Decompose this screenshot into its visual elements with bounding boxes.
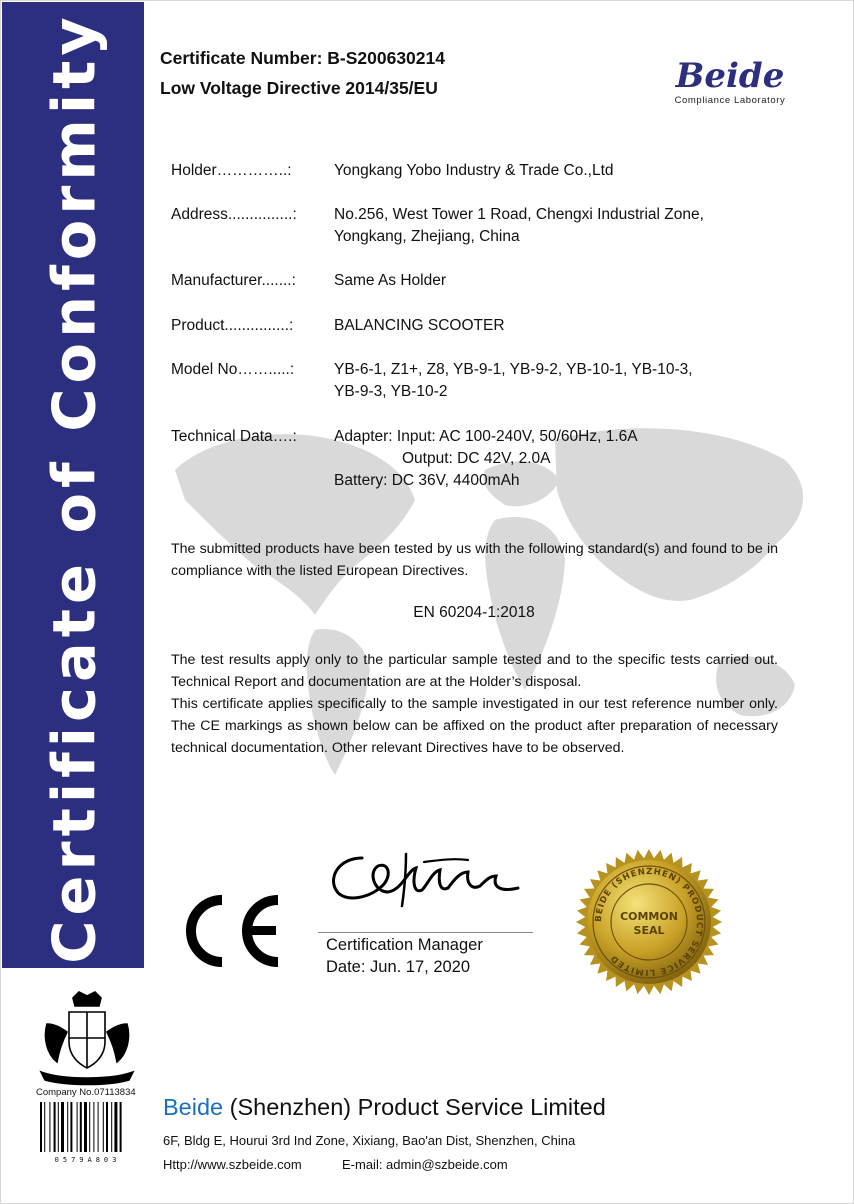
address-label: Address...............: xyxy=(171,206,297,223)
company-address: 6F, Bldg E, Hourui 3rd Ind Zone, Xixiang, Bao'an Dist, Shenzhen, China xyxy=(163,1133,576,1148)
certificate-number: Certificate Number: B-S200630214 xyxy=(160,48,445,68)
directive-title: Low Voltage Directive 2014/35/EU xyxy=(160,78,438,98)
barcode-bar xyxy=(70,1102,72,1152)
company-number: Company No.07113834 xyxy=(36,1087,136,1098)
signer-title: Certification Manager xyxy=(326,936,483,954)
barcode-bar xyxy=(106,1102,108,1152)
seal-inner-line: COMMON xyxy=(620,910,678,923)
product-value: BALANCING SCOOTER xyxy=(334,317,505,334)
technical-data-value xyxy=(334,426,754,492)
seal-outer-text: BEIDE (SHENZHEN) PRODUCT SERVICE LIMITED xyxy=(593,866,705,978)
seal-inner-line: SEAL xyxy=(633,924,665,937)
ce-mark-icon xyxy=(178,892,286,970)
logo-subtitle: Compliance Laboratory xyxy=(674,95,786,106)
company-brand: Beide xyxy=(163,1094,224,1120)
barcode-bar xyxy=(77,1102,78,1152)
holder-label: Holder…………..: xyxy=(171,162,292,179)
technical-data-label: Technical Data….: xyxy=(171,428,297,445)
model-line: YB-9-3, YB-10-2 xyxy=(334,383,448,400)
barcode-bar xyxy=(103,1102,104,1152)
company-name-rest: (Shenzhen) Product Service Limited xyxy=(223,1094,606,1120)
barcode-bar xyxy=(93,1102,94,1152)
barcode-bar xyxy=(44,1102,45,1152)
note-paragraph: The test results apply only to the particular sample tested and to the specific tests carried out. Technical Report and documentation are at the Holder’s disposal. xyxy=(171,652,778,690)
technical-line: Adapter: Input: AC 100-240V, 50/60Hz, 1.6A xyxy=(334,428,638,445)
barcode-bar xyxy=(84,1102,87,1152)
barcode-bar xyxy=(80,1102,82,1152)
company-name xyxy=(163,1094,606,1121)
model-value xyxy=(334,359,754,403)
sidebar-band xyxy=(2,2,144,968)
barcode-bar xyxy=(40,1102,42,1152)
barcode-icon xyxy=(40,1102,135,1152)
common-seal-icon xyxy=(575,848,723,996)
barcode-bar xyxy=(120,1102,122,1152)
barcode-bar xyxy=(67,1102,68,1152)
technical-line: Battery: DC 36V, 4400mAh xyxy=(334,472,520,489)
barcode-bar xyxy=(61,1102,64,1152)
technical-line: Output: DC 42V, 2.0A xyxy=(402,450,551,467)
standard-reference: EN 60204-1:2018 xyxy=(413,604,535,621)
logo-wordmark: Beide xyxy=(675,56,785,96)
barcode-bar xyxy=(54,1102,56,1152)
barcode-bar xyxy=(49,1102,50,1152)
barcode-bar xyxy=(114,1102,117,1152)
compliance-statement: The submitted products have been tested by us with the following standard(s) and found to be in compliance with the listed European Directives. xyxy=(171,541,778,579)
address-line: No.256, West Tower 1 Road, Chengxi Industrial Zone, xyxy=(334,206,704,223)
signature-icon xyxy=(322,846,527,916)
barcode-bar xyxy=(98,1102,99,1152)
manufacturer-value: Same As Holder xyxy=(334,272,446,289)
beide-logo xyxy=(655,58,805,106)
holder-value: Yongkang Yobo Industry & Trade Co.,Ltd xyxy=(334,162,614,179)
company-email-link[interactable]: E-mail: admin@szbeide.com xyxy=(342,1157,508,1172)
signature-line xyxy=(318,932,533,933)
manufacturer-label: Manufacturer.......: xyxy=(171,272,296,289)
address-value xyxy=(334,204,754,248)
barcode-bar xyxy=(111,1102,112,1152)
product-label: Product...............: xyxy=(171,317,294,334)
barcode-bar xyxy=(89,1102,90,1152)
address-line: Yongkang, Zhejiang, China xyxy=(334,228,520,245)
note-paragraph: This certificate applies specifically to the sample investigated in our test reference number only. The CE markings as shown below can be affixed on the product after preparation of necessary technical documentation. Other relevant Directives have to be observed. xyxy=(171,696,778,756)
issue-date: Date: Jun. 17, 2020 xyxy=(326,958,471,976)
model-line: YB-6-1, Z1+, Z8, YB-9-1, YB-9-2, YB-10-1, YB-10-3, xyxy=(334,361,693,378)
sidebar-title: Certificate of Conformity xyxy=(39,12,109,964)
barcode-bar xyxy=(58,1102,59,1152)
coat-of-arms-icon xyxy=(33,988,141,1086)
barcode-number: 0579A803 xyxy=(54,1156,121,1164)
company-website-link[interactable]: Http://www.szbeide.com xyxy=(163,1157,302,1172)
model-label: Model No…….....: xyxy=(171,361,295,378)
